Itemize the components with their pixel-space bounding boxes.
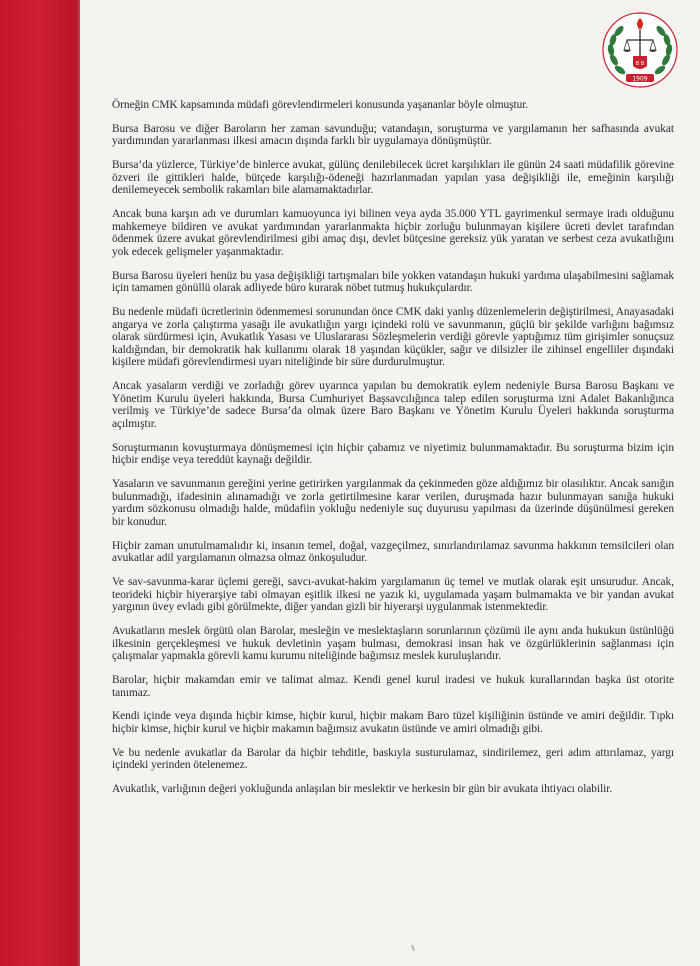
bar-association-emblem [600, 10, 680, 90]
paragraph: Soruşturmanın kovuşturmaya dönüşmemesi için hiçbir çabamız ve niyetimiz bulunmamaktadır. Bu soruşturma bizim için hiçbir endişe veya tereddüt kaynağı değildir. [112, 441, 674, 467]
paragraph: Ve sav-savunma-karar üçlemi gereği, savcı-avukat-hakim yargılamanın üç temel ve mutlak olarak eşit unsurudur. Ancak, teorideki hiçbir hiyerarşiye tabi olmayan eşitlik ilkesi ne yazık ki, uygulamada yaşam bulmamakta ve bir yandan avukat yargının üvey evladı gibi görülmekte, diğer yandan gizli bir hiyerarşi uygulanmak istenmektedir. [112, 576, 674, 614]
paragraph: Ancak buna karşın adı ve durumları kamuoyunca iyi bilinen veya ayda 35.000 YTL gayrimenkul sermaye iradı olduğunu mahkemeye bildiren ve avukat yardımından yararlanmakta hiçbir zorluğu bulunmayan kişilere ücreti devlet tarafından ödenmek üzere avukat görevlendirilmesi gibi amaç dışı, devlet bütçesine gereksiz yük yaratan ve serbest ceza avukatlığını yok edecek gelişmeler yaşanmaktadır. [112, 208, 674, 258]
paragraph: Avukatların meslek örgütü olan Barolar, mesleğin ve meslektaşların sorunlarının çözümü ile aynı anda hukukun üstünlüğü ilkesinin gerçekleşmesi ve hukuk devletinin yaşam bulması, demokrasi insan hak ve özgürlüklerinin sağlanması için çalışmalar yapmakla görevli kamu kurumu niteliğinde bağımsız meslek kuruluşlarıdır. [112, 625, 674, 663]
paragraph: Bursa Barosu ve diğer Baroların her zaman savunduğu; vatandaşın, soruşturma ve yargılamanın her safhasında avukat yardımından yararlanması ilkesi amacın dışında farklı bir uygulamaya dönüşmüştür. [112, 122, 674, 148]
red-margin-band [0, 0, 80, 966]
paragraph: Hiçbir zaman unutulmamalıdır ki, insanın temel, doğal, vazgeçilmez, sınırlandırılamaz savunma hakkının temsilcileri olan avukatlar adil yargılamanın olmazsa olmaz önkoşuludur. [112, 539, 674, 565]
paragraph: Bursa Barosu üyeleri henüz bu yasa değişikliği tartışmaları bile yokken vatandaşın hukuki yardıma ulaşabilmesini sağlamak için tamamen gönüllü olarak adliyede büro kurarak nöbet tutmuş hukukçulardır. [112, 269, 674, 295]
paragraph: Kendi içinde veya dışında hiçbir kimse, hiçbir kurul, hiçbir makam Baro tüzel kişiliğinin üstünde ve amiri değildir. Tıpkı hiçbir kimse, hiçbir kurul ve hiçbir makamın bağımsız avukatın üstünde ve amiri olmadığı gibi. [112, 710, 674, 735]
svg-text:B B: B B [635, 61, 645, 67]
paragraph: Ancak yasaların verdiği ve zorladığı görev uyarınca yapılan bu demokratik eylem nedeniyle Bursa Barosu Başkanı ve Yönetim Kurulu üyeleri hakkında, Bursa Cumhuriyet Başsavcılığınca talep edilen soruşturma izni Adalet Bakanlığınca verilmiş ve Türkiye’de sadece Bursa’da olmak üzere Baro Başkanı ve Yönetim Kurulu Üyeleri hakkında soruşturma açılmıştır. [112, 380, 674, 430]
paragraph: Yasaların ve savunmanın gereğini yerine getirirken yargılanmak da çekinmeden göze aldığımız bir olasılıktır. Ancak sanığın bulunmadığı, ifadesinin alınamadığı ve zorla getirtilmesine karar verilen, duruşmada hazır bulunmayan sanığa hukuki yardım sözkonusu olmadığı halde, müdafiin yokluğu nedeniyle suç duyurusu yapılması da üzerinde düşünülmesi gereken bir konudur. [112, 478, 674, 528]
paragraph: Barolar, hiçbir makamdan emir ve talimat almaz. Kendi genel kurul iradesi ve hukuk kurallarından başka üst otorite tanımaz. [112, 674, 674, 699]
paragraph: Bu nedenle müdafi ücretlerinin ödenmemesi sorunundan önce CMK daki yanlış düzenlemelerin değiştirilmesi, Anayasadaki angarya ve zorla çalıştırma yasağı ile avukatlığın yargı içindeki rolü ve savunmanın, güçlü bir şekilde varlığını bağımsız olarak sürdürmesi için, Avukatlık Yasası ve Uluslararası Sözleşmelerin verdiği görevle yaptığımız tüm girişimler sonuçsuz kaldığından, bir demokratik hak kullanımı olarak 18 yaşından küçükler, sağır ve dilsizler ile zihinsel engelliler dışındaki kişilere müdafi görevlendirmesi uyarı niteliğinde bir süre durdurulmuştur. [112, 306, 674, 369]
emblem-year: 1909 [632, 75, 648, 83]
document-body [112, 99, 674, 807]
paragraph: Bursa’da yüzlerce, Türkiye’de binlerce avukat, gülünç denilebilecek ücret karşılıkları ile günün 24 saati müdafilik görevine özveri ile gittikleri halde, bütçede karşılığı-ödeneği hazırlanmadan yapılan yasa değişikliği ile, emeğinin karşılığı denilemeyecek sembolik rakamları bile alamamaktadırlar. [112, 159, 674, 197]
paragraph: Örneğin CMK kapsamında müdafi görevlendirmeleri konusunda yaşananlar böyle olmuştur. [112, 99, 529, 111]
paragraph: Ve bu nedenle avukatlar da Barolar da hiçbir tehditle, baskıyla susturulamaz, sindirilemez, geri adım attırılamaz, yargı içindeki yerinden ötelenemez. [112, 746, 674, 772]
paragraph: Avukatlık, varlığının değeri yokluğunda anlaşılan bir meslektir ve herkesin bir gün bir avukata ihtiyacı olabilir. [112, 783, 613, 796]
